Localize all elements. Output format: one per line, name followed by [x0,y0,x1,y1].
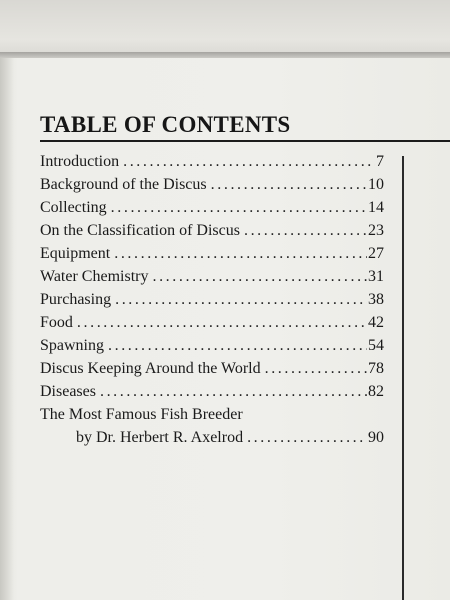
dot-leader [77,311,367,334]
toc-entry-label: Spawning [40,337,104,354]
toc-entry-page: 10 [368,176,384,193]
toc-entry-water-chemistry [40,265,384,288]
toc-entry-label: Food [40,314,73,331]
toc-entry-background [40,173,384,196]
dot-leader [247,426,367,449]
toc-title: TABLE OF CONTENTS [40,112,291,137]
dot-leader [265,357,367,380]
toc-entry-label: On the Classification of Discus [40,222,240,239]
toc-entry-page: 27 [368,245,384,262]
page-binding-edge [0,58,14,600]
dot-leader [123,150,375,173]
toc-entry-page: 14 [368,199,384,216]
toc-entry-label: Diseases [40,383,96,400]
dot-leader [152,265,367,288]
toc-entry-introduction [40,150,384,173]
toc-entry-label: Equipment [40,245,111,262]
title-underline [40,140,450,142]
toc-entry-page: 82 [368,383,384,400]
dot-leader [111,196,367,219]
toc-entry-page: 54 [368,337,384,354]
toc-entry-page: 7 [376,153,384,170]
dot-leader [244,219,367,242]
dot-leader [211,173,367,196]
toc-entry-page: 23 [368,222,384,239]
toc-entry-equipment [40,242,384,265]
toc-entry-purchasing [40,288,384,311]
toc-entry-diseases [40,380,384,403]
toc-entry-page: 78 [368,360,384,377]
toc-entry-spawning [40,334,384,357]
toc-entry-page: 38 [368,291,384,308]
toc-entry-label: Collecting [40,199,107,216]
toc-entry-discus-keeping [40,357,384,380]
toc-entry-label: Introduction [40,153,120,170]
toc-entry-famous-breeder [40,403,384,426]
toc-entry-label: Water Chemistry [40,268,149,285]
toc-entry-page: 90 [368,429,384,446]
toc-entry-page: 42 [368,314,384,331]
dot-leader [100,380,367,403]
toc-entry-classification [40,219,384,242]
page-margin-rule [402,156,404,600]
toc-entry-label: Purchasing [40,291,112,308]
toc-entry-label: Background of the Discus [40,176,207,193]
toc-entry-label: Discus Keeping Around the World [40,360,261,377]
toc-entry-label: by Dr. Herbert R. Axelrod [76,429,244,446]
toc-entry-collecting [40,196,384,219]
toc-entry-label: The Most Famous Fish Breeder [40,406,243,423]
dot-leader [108,334,367,357]
toc-list [40,150,384,449]
toc-entry-food [40,311,384,334]
toc-entry-famous-breeder-author [40,426,384,449]
dot-leader [114,242,367,265]
toc-entry-page: 31 [368,268,384,285]
dot-leader [115,288,367,311]
